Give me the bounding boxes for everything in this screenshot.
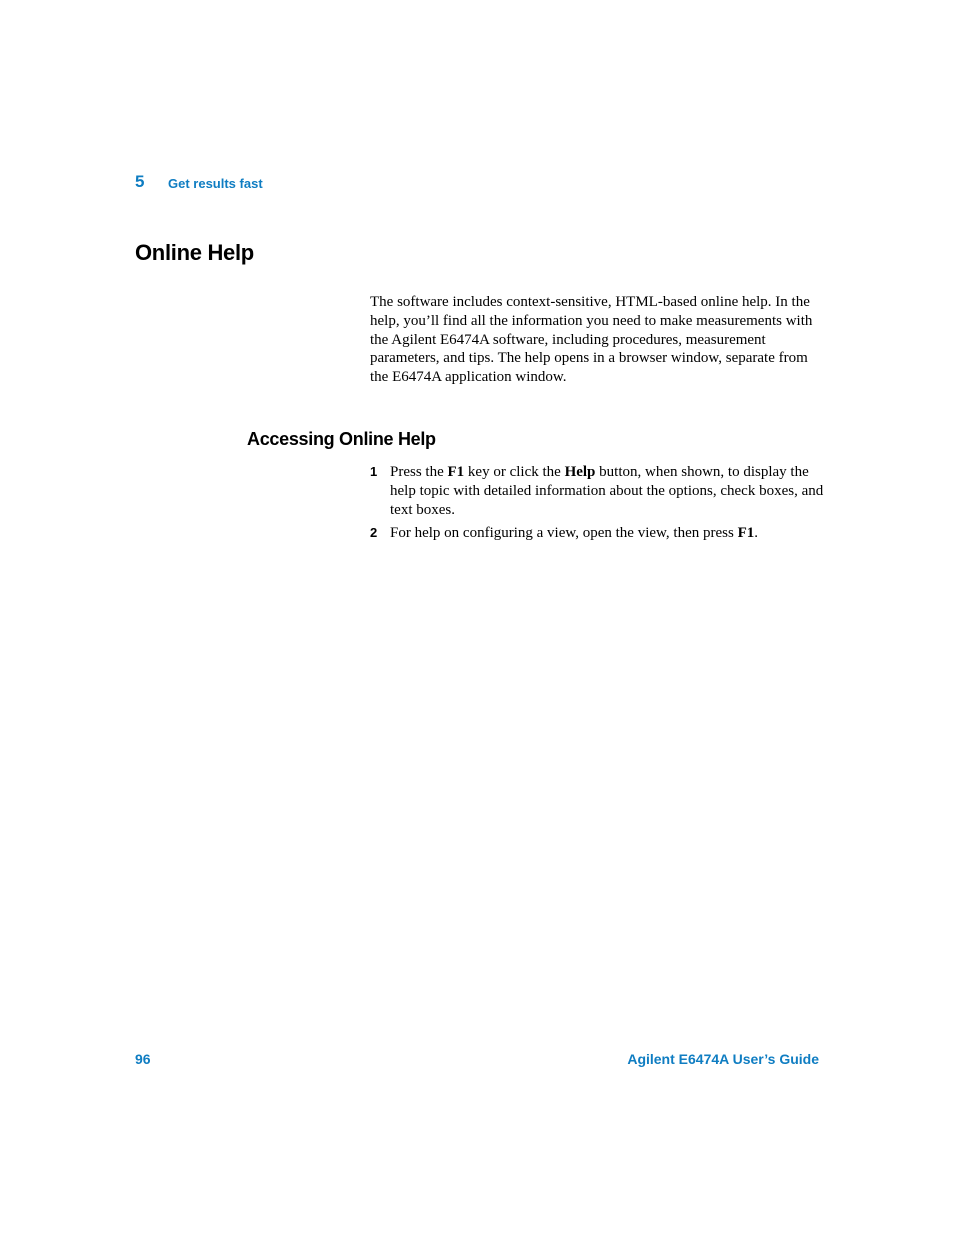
steps-list <box>370 463 830 548</box>
chapter-number: 5 <box>135 172 145 191</box>
step-text-segment: . <box>754 525 758 542</box>
f1-key-label: F1 <box>447 464 465 480</box>
step-text-segment: button, when shown, to display the help topic with detailed information about the options, check boxes, and text boxes. <box>390 464 824 518</box>
step-number: 1 <box>370 464 378 479</box>
step-text-segment: For help on configuring a view, open the view, then press <box>390 525 738 542</box>
step-item-1 <box>370 463 830 519</box>
f1-key-label: F1 <box>737 525 755 542</box>
subsection-title: Accessing Online Help <box>247 429 436 449</box>
step-text <box>390 525 758 541</box>
page-number: 96 <box>135 1051 151 1067</box>
help-button-label: Help <box>564 464 596 480</box>
step-text-segment: Press the <box>390 464 448 480</box>
intro-paragraph: The software includes context-sensitive, HTML-based online help. In the help, you’ll find all the information you need to make measurements with the Agilent E6474A software, including procedures, measurement parameters, and tips. The help opens in a browser window, separate from the E6474A application window. <box>370 294 813 386</box>
step-text-segment: key or click the <box>464 464 565 480</box>
step-text <box>390 464 823 518</box>
section-title: Online Help <box>135 240 254 265</box>
step-number: 2 <box>370 525 378 541</box>
step-item-2 <box>370 524 830 543</box>
chapter-title: Get results fast <box>168 176 263 191</box>
guide-title: Agilent E6474A User’s Guide <box>627 1051 819 1067</box>
